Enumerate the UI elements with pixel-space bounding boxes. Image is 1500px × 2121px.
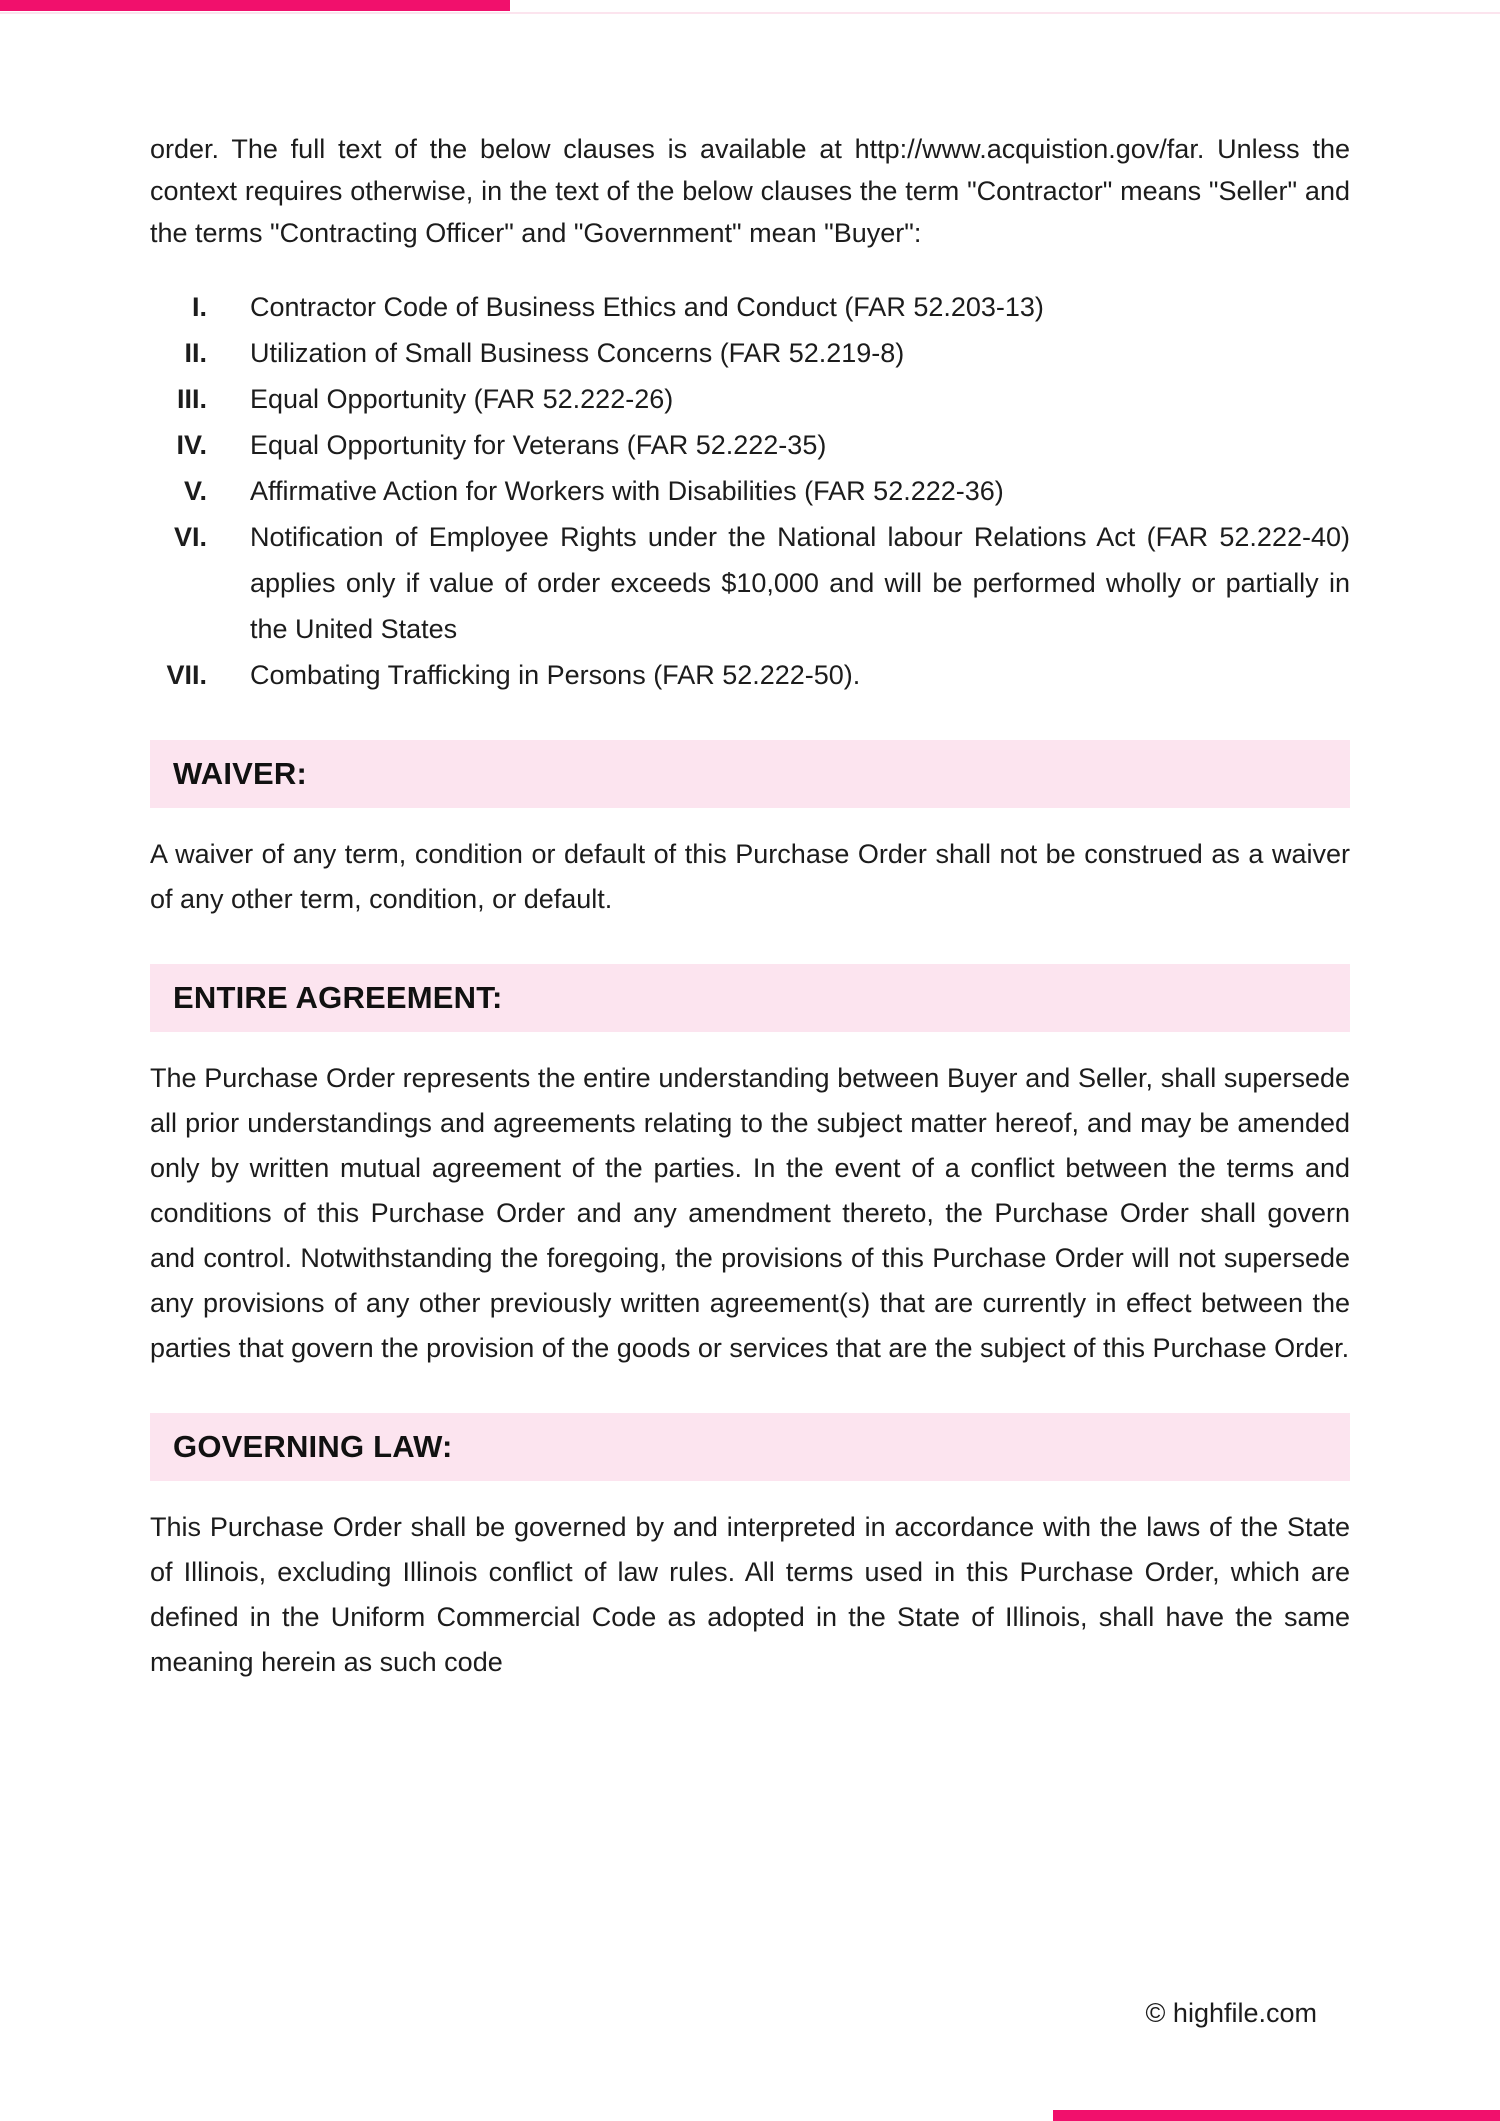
- section-waiver: [150, 740, 1350, 922]
- clause-numeral: V.: [183, 476, 207, 506]
- intro-paragraph: order. The full text of the below clauses is available at http://www.acquistion.gov/far. Unless the context requires otherwise, in the text of the below clauses the term "Contractor" means "Seller" and the terms "Contracting Officer" and "Government" mean "Buyer":: [150, 134, 1350, 248]
- clause-item: [150, 284, 1350, 330]
- section-governing-law: [150, 1413, 1350, 1685]
- section-heading: WAIVER:: [173, 756, 308, 791]
- clause-text: Combating Trafficking in Persons (FAR 52.222-50).: [250, 660, 861, 690]
- clause-item: [150, 652, 1350, 698]
- clause-numeral: I.: [191, 292, 207, 322]
- document-page: [150, 128, 1350, 1712]
- section-entire-agreement: [150, 964, 1350, 1371]
- clause-item: [150, 330, 1350, 376]
- clause-numeral: III.: [176, 384, 207, 414]
- clauses-list: [150, 284, 1350, 698]
- clause-text: Equal Opportunity (FAR 52.222-26): [250, 384, 674, 414]
- clause-text: Utilization of Small Business Concerns (FAR 52.219-8): [250, 338, 905, 368]
- clause-item: [150, 468, 1350, 514]
- clause-numeral: VI.: [173, 522, 207, 552]
- clause-item: [150, 422, 1350, 468]
- clause-numeral: II.: [184, 338, 207, 368]
- section-heading-band: [150, 740, 1350, 808]
- clause-numeral: IV.: [176, 430, 207, 460]
- bottom-accent-bar: [1053, 2110, 1500, 2121]
- top-accent-bar: [0, 0, 510, 11]
- clause-text: Equal Opportunity for Veterans (FAR 52.222-35): [250, 430, 827, 460]
- section-body: A waiver of any term, condition or default of this Purchase Order shall not be construed as a waiver of any other term, condition, or default.: [150, 839, 1350, 914]
- clause-numeral: VII.: [166, 660, 207, 690]
- top-hairline: [0, 12, 1500, 14]
- section-body: The Purchase Order represents the entire understanding between Buyer and Seller, shall supersede all prior understandings and agreements relating to the subject matter hereof, and may be amended only by written mutual agreement of the parties. In the event of a conflict between the terms and conditions of this Purchase Order and any amendment thereto, the Purchase Order shall govern and control. Notwithstanding the foregoing, the provisions of this Purchase Order will not supersede any provisions of any other previously written agreement(s) that are currently in effect between the parties that govern the provision of the goods or services that are the subject of this Purchase Order.: [150, 1063, 1350, 1363]
- clause-text: Affirmative Action for Workers with Disabilities (FAR 52.222-36): [250, 476, 1004, 506]
- clause-text: Contractor Code of Business Ethics and Conduct (FAR 52.203-13): [250, 292, 1044, 322]
- section-heading-band: [150, 964, 1350, 1032]
- clause-item: [150, 514, 1350, 652]
- section-heading: ENTIRE AGREEMENT:: [173, 980, 503, 1015]
- section-heading: GOVERNING LAW:: [173, 1429, 453, 1464]
- clause-text: Notification of Employee Rights under the National labour Relations Act (FAR 52.222-40) applies only if value of order exceeds $10,000 and will be performed wholly or partially in the United States: [250, 522, 1350, 644]
- clause-item: [150, 376, 1350, 422]
- section-heading-band: [150, 1413, 1350, 1481]
- section-body: This Purchase Order shall be governed by and interpreted in accordance with the laws of the State of Illinois, excluding Illinois conflict of law rules. All terms used in this Purchase Order, which are defined in the Uniform Commercial Code as adopted in the State of Illinois, shall have the same meaning herein as such code: [150, 1512, 1350, 1677]
- footer-credit: © highfile.com: [1145, 1998, 1317, 2028]
